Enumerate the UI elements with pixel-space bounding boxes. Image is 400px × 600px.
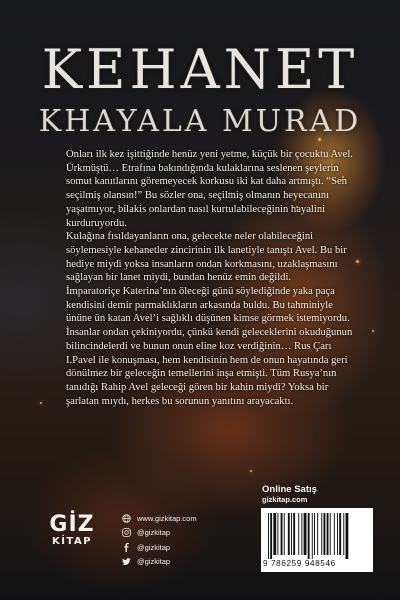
instagram-icon bbox=[122, 528, 131, 537]
globe-icon bbox=[122, 514, 131, 523]
barcode-bar bbox=[277, 513, 278, 555]
book-title: KEHANET bbox=[41, 38, 359, 101]
barcode-bar bbox=[346, 513, 349, 559]
barcode-bar bbox=[298, 513, 299, 555]
online-sales-site: gizkitap.com bbox=[262, 495, 308, 504]
facebook-icon bbox=[122, 543, 131, 552]
barcode-bar bbox=[284, 513, 285, 555]
barcode-bar bbox=[308, 513, 310, 559]
barcode-bar bbox=[270, 513, 272, 559]
ember bbox=[250, 470, 252, 472]
instagram-handle: @gizkitap bbox=[137, 528, 171, 538]
logo-line-1: GİZ bbox=[49, 512, 95, 537]
facebook-row[interactable] bbox=[122, 540, 242, 555]
online-sales bbox=[262, 484, 317, 504]
barcode-bar bbox=[337, 513, 338, 555]
barcode-bar bbox=[330, 513, 331, 555]
publisher-logo bbox=[42, 514, 102, 548]
barcode-bar bbox=[339, 513, 341, 555]
ember bbox=[40, 402, 42, 404]
barcode-bar bbox=[314, 513, 315, 555]
online-sales-heading: Online Satış bbox=[262, 484, 317, 495]
twitter-handle: @gizkitap bbox=[137, 557, 171, 567]
author-name: KHAYALA MURAD bbox=[38, 104, 362, 139]
barcode-bar bbox=[268, 513, 269, 559]
blurb-paragraph: Kulağına fısıldayanların ona, gelecekte neler olabileceğini söylemesiyle kehanetler zincirinin ilk lanetiyle tanıştı Avel. Bu bir hediye miydi yoksa insanların ondan korkmasını, uzaklaşmasını sağlayan bir lanet miydi, bundan henüz emin değildi. bbox=[66, 231, 347, 284]
barcode-bar bbox=[291, 513, 292, 555]
barcode-bar bbox=[323, 513, 325, 555]
barcode-bar bbox=[327, 513, 329, 555]
twitter-row[interactable] bbox=[122, 555, 242, 570]
barcode-bar bbox=[317, 513, 318, 555]
barcode-bars bbox=[267, 513, 367, 559]
ember bbox=[356, 260, 359, 263]
publisher-contacts bbox=[122, 511, 242, 569]
barcode-bar bbox=[273, 513, 276, 555]
barcode-bar bbox=[293, 513, 295, 555]
barcode-number: 9 786259 948546 bbox=[263, 559, 336, 568]
blurb-text bbox=[66, 148, 356, 408]
ember bbox=[372, 330, 374, 332]
website-text: www.gizkitap.com bbox=[137, 513, 197, 523]
barcode-bar bbox=[301, 513, 302, 555]
logo-line-2: KİTAP bbox=[51, 536, 93, 547]
barcode-bar bbox=[312, 513, 313, 559]
blurb-paragraph: Onları ilk kez işittiğinde henüz yeni yetme, küçük bir çocuktu Avel. Ürkmüştü… Etrafına bakındığında kulaklarına seslenen şeylerin somut kanıtlarını göremeyecek korkusu iki kat daha artmıştı. “Sen seçilmiş olansın!” Bu sözler ona, seçilmiş olmanın heyecanını yaşatmıyor, bilakis onlardan nasıl kurtulabileceğinin hayalini kurduruyordu. bbox=[66, 149, 353, 229]
twitter-icon bbox=[122, 557, 131, 566]
barcode-bar bbox=[288, 513, 290, 555]
barcode-bar bbox=[343, 513, 344, 555]
barcode-bar bbox=[321, 513, 322, 555]
instagram-row[interactable] bbox=[122, 526, 242, 541]
blurb-paragraph: İmparatoriçe Katerina’nın öleceği günü söylediğinde yaka paça kendisini demir parmaklıkların arkasında buldu. Bu tahminiyle ününe ün katan Avel’i sağlıklı düşünen kimse görmek istemiyordu. İnsanlar ondan çekiniyordu, çünkü kendi geleceklerini okuduğunun bilincindelerdi ve bunun onun eline koz verdiğinin… Rus Çarı I.Pavel ile konuşması, hem kendisinin hem de onun hayatında geri dönülmez bir geleceğin temellerini inşa etmişti. Tüm Rusya’nın tanıdığı Rahip Avel geleceği gören bir kahin miydi? Yoksa bir şarlatan mıydı, herkes bu sorunun yanıtını arayacaktı. bbox=[66, 286, 353, 407]
website-row[interactable] bbox=[122, 511, 242, 526]
barcode-bar bbox=[281, 513, 283, 555]
barcode-bar bbox=[304, 513, 307, 555]
barcode-bar bbox=[334, 513, 335, 555]
barcode bbox=[261, 508, 373, 572]
facebook-handle: @gizkitap bbox=[137, 542, 171, 552]
